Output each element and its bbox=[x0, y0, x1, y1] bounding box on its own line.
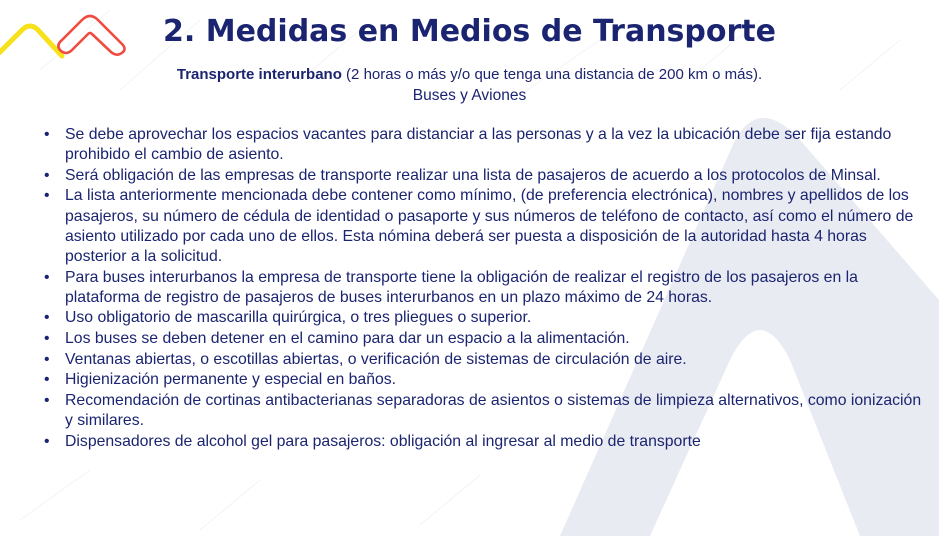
measures-list bbox=[44, 125, 924, 452]
list-item bbox=[44, 350, 924, 370]
bullet-icon: • bbox=[44, 371, 50, 389]
bullet-icon: • bbox=[44, 391, 50, 409]
list-item-text: Ventanas abiertas, o escotillas abiertas, o verificación de sistemas de circulación de aire. bbox=[65, 350, 687, 368]
subtitle-bold: Transporte interurbano bbox=[176, 66, 342, 83]
list-item-text: Se debe aprovechar los espacios vacantes para distanciar a las personas y a la vez la ubicación debe ser fija estando prohibido el cambio de asiento. bbox=[65, 126, 892, 164]
list-item-text: Uso obligatorio de mascarilla quirúrgica, o tres pliegues o superior. bbox=[65, 309, 532, 327]
list-item-text: Será obligación de las empresas de transporte realizar una lista de pasajeros de acuerdo a los protocolos de Minsal. bbox=[65, 166, 881, 184]
list-item-text: Dispensadores de alcohol gel para pasajeros: obligación al ingresar al medio de transporte bbox=[65, 432, 701, 450]
bullet-icon: • bbox=[44, 309, 50, 327]
bullet-icon: • bbox=[44, 166, 50, 184]
list-item bbox=[44, 166, 924, 186]
bullet-icon: • bbox=[44, 329, 50, 347]
bullet-icon: • bbox=[44, 187, 50, 205]
subtitle bbox=[0, 66, 939, 83]
list-item-text: Higienización permanente y especial en baños. bbox=[65, 371, 397, 389]
list-item bbox=[44, 186, 924, 267]
list-item-text: Recomendación de cortinas antibacterianas separadoras de asientos o sistemas de limpieza alternativos, como ionización y similares. bbox=[65, 391, 922, 429]
list-item-text: Los buses se deben detener en el camino para dar un espacio a la alimentación. bbox=[65, 329, 630, 347]
subtitle-rest: (2 horas o más y/o que tenga una distancia de 200 km o más). bbox=[341, 66, 763, 83]
list-item-text: Para buses interurbanos la empresa de transporte tiene la obligación de realizar el registro de los pasajeros en la plataforma de registro de pasajeros de buses interurbanos en un plazo máximo de 24 horas. bbox=[65, 268, 858, 306]
bullet-icon: • bbox=[44, 126, 50, 143]
list-item bbox=[44, 391, 924, 431]
page-title: 2. Medidas en Medios de Transporte bbox=[163, 14, 776, 49]
list-item bbox=[44, 268, 924, 308]
list-item bbox=[44, 432, 924, 452]
list-item bbox=[44, 370, 924, 390]
bullet-icon: • bbox=[44, 350, 50, 368]
bullet-icon: • bbox=[44, 432, 50, 450]
list-item bbox=[44, 329, 924, 349]
list-item bbox=[44, 125, 924, 165]
list-item bbox=[44, 308, 924, 328]
list-item-text: La lista anteriormente mencionada debe contener como mínimo, (de preferencia electrónica), nombres y apellidos de los pasajeros, su número de cédula de identidad o pasaporte y sus números de teléfono de contacto, así como el número de asiento utilizado por cada uno de ellos. Esta nómina deberá ser puesta a disposición de la autoridad hasta 4 horas posterior a la solicitud. bbox=[65, 187, 914, 265]
section-subheading: Buses y Aviones bbox=[412, 87, 527, 104]
bullet-icon: • bbox=[44, 268, 50, 286]
